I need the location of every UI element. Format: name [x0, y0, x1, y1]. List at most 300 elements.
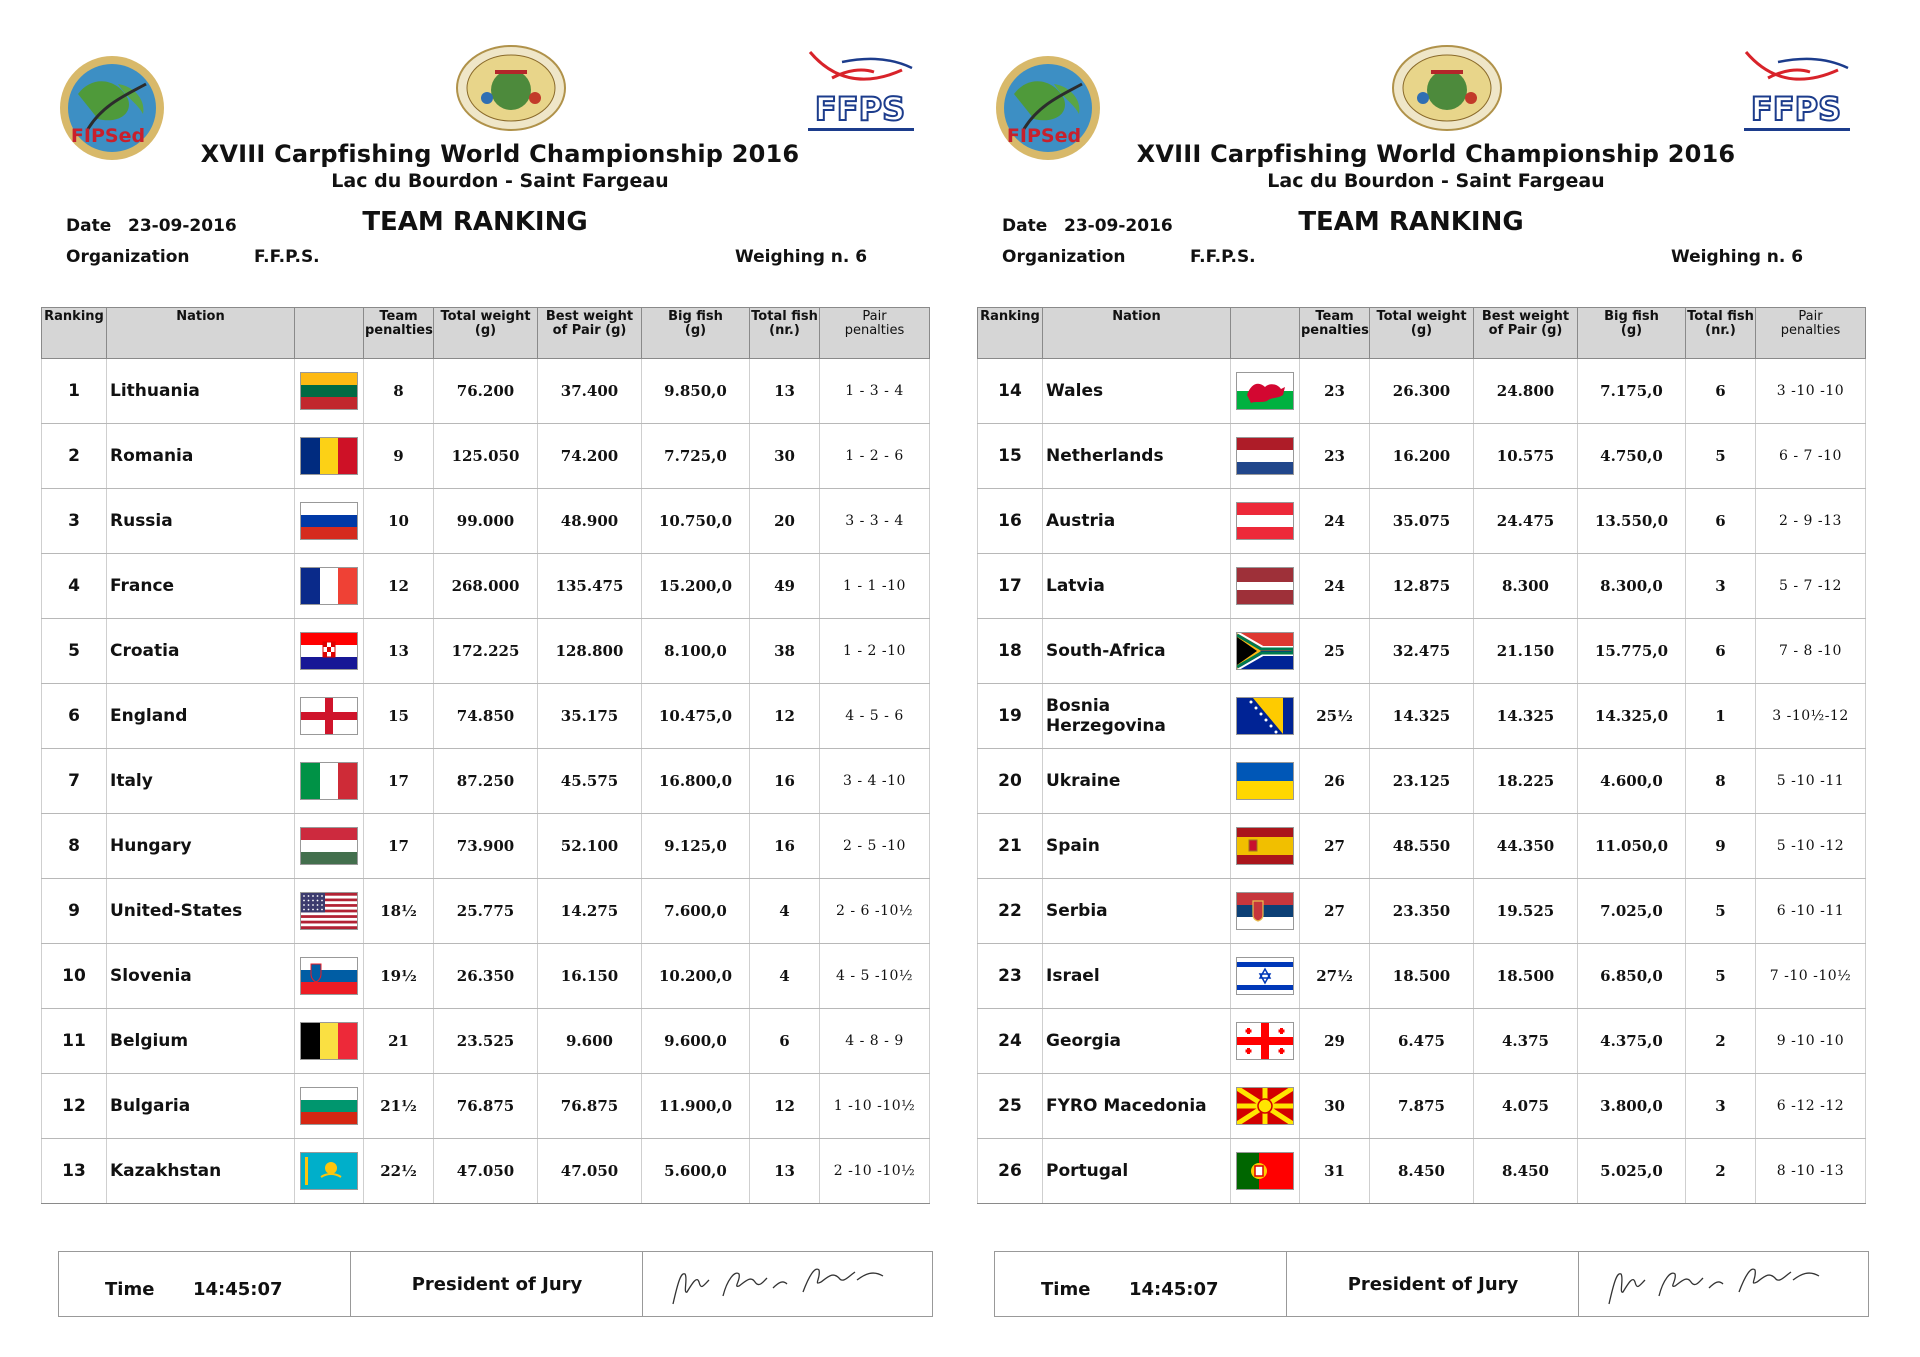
flag-cell — [1231, 1009, 1300, 1074]
pair-penalties-cell: 5 -10 -11 — [1756, 749, 1866, 814]
best-weight-cell: 16.150 — [538, 944, 642, 1009]
organization-value: F.F.P.S. — [1190, 247, 1256, 267]
rank-cell: 8 — [42, 814, 107, 879]
column-header: Total weight (g) — [1370, 308, 1474, 359]
total-fish-cell: 6 — [750, 1009, 820, 1074]
usa-flag-icon — [300, 892, 358, 930]
flag-cell — [1231, 1139, 1300, 1204]
svg-text:FFPS: FFPS — [814, 90, 906, 128]
flag-cell — [1231, 944, 1300, 1009]
best-weight-cell: 24.800 — [1474, 359, 1578, 424]
column-header: Best weight of Pair (g) — [1474, 308, 1578, 359]
ranking-sheet-right — [936, 0, 1896, 1357]
table-row — [42, 359, 930, 424]
team-ranking-heading: TEAM RANKING — [362, 207, 588, 237]
venue-subtitle: Lac du Bourdon - Saint Fargeau — [1267, 170, 1605, 192]
big-fish-cell: 14.325,0 — [1578, 684, 1686, 749]
bosnia-flag-icon — [1236, 697, 1294, 735]
rank-cell: 3 — [42, 489, 107, 554]
total-weight-cell: 16.200 — [1370, 424, 1474, 489]
flag-cell — [295, 424, 364, 489]
total-fish-cell: 13 — [750, 359, 820, 424]
best-weight-cell: 48.900 — [538, 489, 642, 554]
total-fish-cell: 16 — [750, 749, 820, 814]
best-weight-cell: 76.875 — [538, 1074, 642, 1139]
nation-cell: Hungary — [107, 814, 295, 879]
best-weight-cell: 8.450 — [1474, 1139, 1578, 1204]
nation-cell: United-States — [107, 879, 295, 944]
total-weight-cell: 35.075 — [1370, 489, 1474, 554]
flag-cell — [295, 1139, 364, 1204]
flag-cell — [295, 1009, 364, 1074]
weighing-number: Weighing n. 6 — [1671, 247, 1804, 267]
team-penalties-cell: 27 — [1300, 879, 1370, 944]
footer-box — [58, 1251, 933, 1317]
team-penalties-cell: 24 — [1300, 489, 1370, 554]
big-fish-cell: 15.200,0 — [642, 554, 750, 619]
croatia-flag-icon — [300, 632, 358, 670]
flag-cell — [295, 554, 364, 619]
big-fish-cell: 9.600,0 — [642, 1009, 750, 1074]
rank-cell: 20 — [978, 749, 1043, 814]
date-label: Date — [66, 216, 112, 236]
big-fish-cell: 9.125,0 — [642, 814, 750, 879]
pair-penalties-cell: 5 - 7 -12 — [1756, 554, 1866, 619]
team-ranking-heading: TEAM RANKING — [1298, 207, 1524, 237]
best-weight-cell: 9.600 — [538, 1009, 642, 1074]
best-weight-cell: 14.325 — [1474, 684, 1578, 749]
best-weight-cell: 45.575 — [538, 749, 642, 814]
team-penalties-cell: 24 — [1300, 554, 1370, 619]
big-fish-cell: 5.025,0 — [1578, 1139, 1686, 1204]
team-penalties-cell: 23 — [1300, 424, 1370, 489]
date-label: Date — [1002, 216, 1048, 236]
date-value: 23-09-2016 — [128, 216, 237, 236]
best-weight-cell: 14.275 — [538, 879, 642, 944]
pair-penalties-cell: 1 -10 -10½ — [820, 1074, 930, 1139]
flag-cell — [1231, 814, 1300, 879]
pair-penalties-cell: 7 -10 -10½ — [1756, 944, 1866, 1009]
president-of-jury-label: President of Jury — [411, 1274, 583, 1295]
total-fish-cell: 6 — [1686, 619, 1756, 684]
flag-cell — [1231, 619, 1300, 684]
total-fish-cell: 16 — [750, 814, 820, 879]
pair-penalties-cell: 1 - 2 - 6 — [820, 424, 930, 489]
total-fish-cell: 3 — [1686, 554, 1756, 619]
total-fish-cell: 2 — [1686, 1139, 1756, 1204]
southafrica-flag-icon — [1236, 632, 1294, 670]
team-penalties-cell: 27 — [1300, 814, 1370, 879]
table-row — [42, 814, 930, 879]
total-fish-cell: 12 — [750, 1074, 820, 1139]
total-weight-cell: 48.550 — [1370, 814, 1474, 879]
table-row — [42, 1074, 930, 1139]
total-fish-cell: 5 — [1686, 424, 1756, 489]
time-value: 14:45:07 — [193, 1279, 283, 1300]
big-fish-cell: 4.375,0 — [1578, 1009, 1686, 1074]
best-weight-cell: 4.075 — [1474, 1074, 1578, 1139]
nation-cell: South-Africa — [1043, 619, 1231, 684]
total-fish-cell: 8 — [1686, 749, 1756, 814]
best-weight-cell: 8.300 — [1474, 554, 1578, 619]
nation-cell: Austria — [1043, 489, 1231, 554]
team-penalties-cell: 21½ — [364, 1074, 434, 1139]
rank-cell: 22 — [978, 879, 1043, 944]
best-weight-cell: 128.800 — [538, 619, 642, 684]
pair-penalties-cell: 2 - 5 -10 — [820, 814, 930, 879]
nation-cell: England — [107, 684, 295, 749]
serbia-flag-icon — [1236, 892, 1294, 930]
best-weight-cell: 19.525 — [1474, 879, 1578, 944]
column-header: Team penalties — [364, 308, 434, 359]
nation-cell: Croatia — [107, 619, 295, 684]
big-fish-cell: 8.100,0 — [642, 619, 750, 684]
russia-flag-icon — [300, 502, 358, 540]
table-row — [42, 944, 930, 1009]
best-weight-cell: 21.150 — [1474, 619, 1578, 684]
time-label: Time — [1041, 1279, 1091, 1300]
team-penalties-cell: 31 — [1300, 1139, 1370, 1204]
rank-cell: 17 — [978, 554, 1043, 619]
rank-cell: 13 — [42, 1139, 107, 1204]
austria-flag-icon — [1236, 502, 1294, 540]
macedonia-flag-icon — [1236, 1087, 1294, 1125]
team-penalties-cell: 12 — [364, 554, 434, 619]
rank-cell: 15 — [978, 424, 1043, 489]
total-weight-cell: 47.050 — [434, 1139, 538, 1204]
rank-cell: 19 — [978, 684, 1043, 749]
france-flag-icon — [300, 567, 358, 605]
nation-cell: France — [107, 554, 295, 619]
column-header: Ranking — [42, 308, 107, 359]
nation-cell: Russia — [107, 489, 295, 554]
big-fish-cell: 10.475,0 — [642, 684, 750, 749]
team-penalties-cell: 15 — [364, 684, 434, 749]
best-weight-cell: 35.175 — [538, 684, 642, 749]
nation-cell: Georgia — [1043, 1009, 1231, 1074]
flag-cell — [295, 619, 364, 684]
total-fish-cell: 4 — [750, 944, 820, 1009]
pair-penalties-cell: 3 -10 -10 — [1756, 359, 1866, 424]
bulgaria-flag-icon — [300, 1087, 358, 1125]
column-header: Big fish (g) — [642, 308, 750, 359]
ffps-logo — [1738, 48, 1856, 140]
table-row — [978, 684, 1866, 749]
big-fish-cell: 8.300,0 — [1578, 554, 1686, 619]
ukraine-flag-icon — [1236, 762, 1294, 800]
total-weight-cell: 18.500 — [1370, 944, 1474, 1009]
total-fish-cell: 4 — [750, 879, 820, 944]
pair-penalties-cell: 3 - 4 -10 — [820, 749, 930, 814]
big-fish-cell: 6.850,0 — [1578, 944, 1686, 1009]
team-penalties-cell: 25 — [1300, 619, 1370, 684]
championship-title: XVIII Carpfishing World Championship 2016 — [1136, 140, 1736, 168]
flag-cell — [295, 814, 364, 879]
big-fish-cell: 7.600,0 — [642, 879, 750, 944]
big-fish-cell: 10.750,0 — [642, 489, 750, 554]
table-row — [978, 879, 1866, 944]
flag-cell — [295, 944, 364, 1009]
nation-cell: Netherlands — [1043, 424, 1231, 489]
pair-penalties-cell: 3 - 3 - 4 — [820, 489, 930, 554]
nation-cell: Bosnia Herzegovina — [1043, 684, 1231, 749]
team-penalties-cell: 26 — [1300, 749, 1370, 814]
venue-subtitle: Lac du Bourdon - Saint Fargeau — [331, 170, 669, 192]
total-weight-cell: 73.900 — [434, 814, 538, 879]
pair-penalties-cell: 2 - 6 -10½ — [820, 879, 930, 944]
total-weight-cell: 99.000 — [434, 489, 538, 554]
best-weight-cell: 44.350 — [1474, 814, 1578, 879]
pair-penalties-cell: 4 - 5 -10½ — [820, 944, 930, 1009]
team-penalties-cell: 10 — [364, 489, 434, 554]
big-fish-cell: 7.025,0 — [1578, 879, 1686, 944]
pair-penalties-cell: 6 -12 -12 — [1756, 1074, 1866, 1139]
rank-cell: 11 — [42, 1009, 107, 1074]
kazakhstan-flag-icon — [300, 1152, 358, 1190]
table-row — [42, 684, 930, 749]
best-weight-cell: 135.475 — [538, 554, 642, 619]
total-weight-cell: 6.475 — [1370, 1009, 1474, 1074]
total-weight-cell: 172.225 — [434, 619, 538, 684]
nation-cell: Lithuania — [107, 359, 295, 424]
total-fish-cell: 13 — [750, 1139, 820, 1204]
latvia-flag-icon — [1236, 567, 1294, 605]
rank-cell: 18 — [978, 619, 1043, 684]
nation-cell: Latvia — [1043, 554, 1231, 619]
total-weight-cell: 26.350 — [434, 944, 538, 1009]
table-row — [42, 1139, 930, 1204]
team-penalties-cell: 13 — [364, 619, 434, 684]
pair-penalties-cell: 6 -10 -11 — [1756, 879, 1866, 944]
total-weight-cell: 32.475 — [1370, 619, 1474, 684]
rank-cell: 10 — [42, 944, 107, 1009]
footer-box — [994, 1251, 1869, 1317]
pair-penalties-cell: 8 -10 -13 — [1756, 1139, 1866, 1204]
big-fish-cell: 4.750,0 — [1578, 424, 1686, 489]
nation-cell: Kazakhstan — [107, 1139, 295, 1204]
table-row — [42, 1009, 930, 1074]
table-row — [978, 1139, 1866, 1204]
total-weight-cell: 74.850 — [434, 684, 538, 749]
big-fish-cell: 7.725,0 — [642, 424, 750, 489]
pair-penalties-cell: 1 - 3 - 4 — [820, 359, 930, 424]
nation-cell: Romania — [107, 424, 295, 489]
table-header-row — [42, 308, 930, 359]
best-weight-cell: 24.475 — [1474, 489, 1578, 554]
team-penalties-cell: 25½ — [1300, 684, 1370, 749]
big-fish-cell: 4.600,0 — [1578, 749, 1686, 814]
championship-title: XVIII Carpfishing World Championship 2016 — [200, 140, 800, 168]
team-penalties-cell: 17 — [364, 814, 434, 879]
total-weight-cell: 268.000 — [434, 554, 538, 619]
total-fish-cell: 12 — [750, 684, 820, 749]
total-weight-cell: 125.050 — [434, 424, 538, 489]
championship-logo — [1391, 44, 1503, 132]
table-row — [978, 1009, 1866, 1074]
pair-penalties-cell: 1 - 2 -10 — [820, 619, 930, 684]
column-header: Total fish (nr.) — [1686, 308, 1756, 359]
total-weight-cell: 23.125 — [1370, 749, 1474, 814]
team-penalties-cell: 8 — [364, 359, 434, 424]
total-fish-cell: 5 — [1686, 944, 1756, 1009]
rank-cell: 6 — [42, 684, 107, 749]
england-flag-icon — [300, 697, 358, 735]
total-fish-cell: 49 — [750, 554, 820, 619]
team-penalties-cell: 23 — [1300, 359, 1370, 424]
total-weight-cell: 26.300 — [1370, 359, 1474, 424]
table-row — [978, 489, 1866, 554]
table-header-row — [978, 308, 1866, 359]
table-row — [42, 554, 930, 619]
flag-cell — [1231, 684, 1300, 749]
table-row — [978, 424, 1866, 489]
rank-cell: 24 — [978, 1009, 1043, 1074]
nation-cell: Slovenia — [107, 944, 295, 1009]
pair-penalties-cell: 4 - 5 - 6 — [820, 684, 930, 749]
big-fish-cell: 16.800,0 — [642, 749, 750, 814]
big-fish-cell: 3.800,0 — [1578, 1074, 1686, 1139]
table-row — [42, 879, 930, 944]
total-weight-cell: 12.875 — [1370, 554, 1474, 619]
pair-penalties-cell: 2 -10 -10½ — [820, 1139, 930, 1204]
total-weight-cell: 8.450 — [1370, 1139, 1474, 1204]
column-header: Total fish (nr.) — [750, 308, 820, 359]
flag-cell — [295, 489, 364, 554]
portugal-flag-icon — [1236, 1152, 1294, 1190]
pair-penalties-cell: 2 - 9 -13 — [1756, 489, 1866, 554]
total-fish-cell: 9 — [1686, 814, 1756, 879]
total-weight-cell: 23.350 — [1370, 879, 1474, 944]
team-ranking-table — [41, 307, 930, 1204]
pair-penalties-cell: 5 -10 -12 — [1756, 814, 1866, 879]
team-penalties-cell: 27½ — [1300, 944, 1370, 1009]
column-header: Big fish (g) — [1578, 308, 1686, 359]
nation-cell: Wales — [1043, 359, 1231, 424]
total-weight-cell: 76.200 — [434, 359, 538, 424]
total-weight-cell: 76.875 — [434, 1074, 538, 1139]
team-penalties-cell: 19½ — [364, 944, 434, 1009]
column-header: Total weight (g) — [434, 308, 538, 359]
table-row — [978, 359, 1866, 424]
signature-icon — [1579, 1252, 1868, 1316]
date-value: 23-09-2016 — [1064, 216, 1173, 236]
table-row — [42, 489, 930, 554]
nation-cell: Spain — [1043, 814, 1231, 879]
column-header: Nation — [107, 308, 295, 359]
total-weight-cell: 23.525 — [434, 1009, 538, 1074]
best-weight-cell: 4.375 — [1474, 1009, 1578, 1074]
total-weight-cell: 14.325 — [1370, 684, 1474, 749]
nation-cell: Italy — [107, 749, 295, 814]
total-fish-cell: 6 — [1686, 359, 1756, 424]
hungary-flag-icon — [300, 827, 358, 865]
total-fish-cell: 30 — [750, 424, 820, 489]
table-row — [978, 944, 1866, 1009]
weighing-number: Weighing n. 6 — [735, 247, 868, 267]
table-row — [42, 619, 930, 684]
total-weight-cell: 7.875 — [1370, 1074, 1474, 1139]
best-weight-cell: 52.100 — [538, 814, 642, 879]
rank-cell: 7 — [42, 749, 107, 814]
flag-cell — [295, 879, 364, 944]
rank-cell: 21 — [978, 814, 1043, 879]
column-header: Pair penalties — [1756, 308, 1866, 359]
column-header: Pair penalties — [820, 308, 930, 359]
flag-cell — [295, 359, 364, 424]
flag-cell — [1231, 749, 1300, 814]
rank-cell: 14 — [978, 359, 1043, 424]
team-penalties-cell: 18½ — [364, 879, 434, 944]
svg-text:FIPSed: FIPSed — [1006, 125, 1082, 147]
organization-label: Organization — [1002, 247, 1126, 267]
rank-cell: 26 — [978, 1139, 1043, 1204]
flag-cell — [295, 1074, 364, 1139]
best-weight-cell: 47.050 — [538, 1139, 642, 1204]
svg-text:FFPS: FFPS — [1750, 90, 1842, 128]
flag-cell — [1231, 879, 1300, 944]
organization-value: F.F.P.S. — [254, 247, 320, 267]
table-row — [978, 554, 1866, 619]
rank-cell: 9 — [42, 879, 107, 944]
championship-logo — [455, 44, 567, 132]
georgia-flag-icon — [1236, 1022, 1294, 1060]
big-fish-cell: 13.550,0 — [1578, 489, 1686, 554]
president-of-jury-label: President of Jury — [1347, 1274, 1519, 1295]
nation-cell: Ukraine — [1043, 749, 1231, 814]
table-row — [978, 749, 1866, 814]
big-fish-cell: 9.850,0 — [642, 359, 750, 424]
nation-cell: Serbia — [1043, 879, 1231, 944]
total-fish-cell: 6 — [1686, 489, 1756, 554]
belgium-flag-icon — [300, 1022, 358, 1060]
table-row — [978, 619, 1866, 684]
time-label: Time — [105, 1279, 155, 1300]
time-value: 14:45:07 — [1129, 1279, 1219, 1300]
best-weight-cell: 37.400 — [538, 359, 642, 424]
column-header: Ranking — [978, 308, 1043, 359]
rank-cell: 1 — [42, 359, 107, 424]
best-weight-cell: 18.225 — [1474, 749, 1578, 814]
ffps-logo — [802, 48, 920, 140]
table-row — [978, 814, 1866, 879]
total-fish-cell: 3 — [1686, 1074, 1756, 1139]
pair-penalties-cell: 7 - 8 -10 — [1756, 619, 1866, 684]
nation-cell: Israel — [1043, 944, 1231, 1009]
signature-icon — [643, 1252, 932, 1316]
rank-cell: 12 — [42, 1074, 107, 1139]
rank-cell: 4 — [42, 554, 107, 619]
table-row — [978, 1074, 1866, 1139]
column-header — [295, 308, 364, 359]
wales-flag-icon — [1236, 372, 1294, 410]
rank-cell: 16 — [978, 489, 1043, 554]
team-penalties-cell: 22½ — [364, 1139, 434, 1204]
flag-cell — [295, 684, 364, 749]
pair-penalties-cell: 9 -10 -10 — [1756, 1009, 1866, 1074]
slovenia-flag-icon — [300, 957, 358, 995]
best-weight-cell: 74.200 — [538, 424, 642, 489]
romania-flag-icon — [300, 437, 358, 475]
flag-cell — [1231, 489, 1300, 554]
team-penalties-cell: 30 — [1300, 1074, 1370, 1139]
best-weight-cell: 10.575 — [1474, 424, 1578, 489]
israel-flag-icon — [1236, 957, 1294, 995]
total-fish-cell: 5 — [1686, 879, 1756, 944]
total-fish-cell: 38 — [750, 619, 820, 684]
total-weight-cell: 25.775 — [434, 879, 538, 944]
pair-penalties-cell: 4 - 8 - 9 — [820, 1009, 930, 1074]
flag-cell — [1231, 359, 1300, 424]
